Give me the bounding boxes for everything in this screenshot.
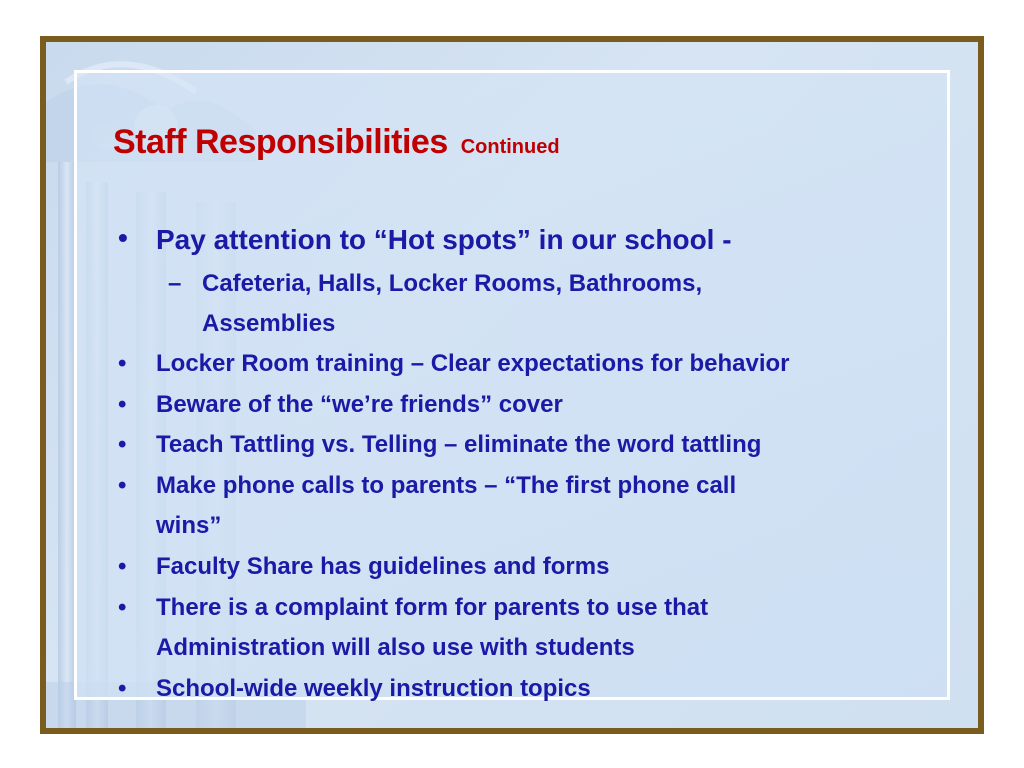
bullet-marker: • xyxy=(118,553,127,580)
sub-bullet-text-line-1: Cafeteria, Halls, Locker Rooms, Bathrooms, xyxy=(202,270,703,297)
bullet-marker: • xyxy=(118,472,127,499)
slide-title-main: Staff Responsibilities xyxy=(113,123,448,161)
slide-title xyxy=(113,122,560,167)
bullet-text: School-wide weekly instruction topics xyxy=(156,675,591,702)
bullet-text: Pay attention to “Hot spots” in our school - xyxy=(156,224,732,255)
bullet-text-line-2: wins” xyxy=(156,512,222,539)
bullet-text: Teach Tattling vs. Telling – eliminate the word tattling xyxy=(156,431,762,458)
sub-bullet-text-line-2: Assemblies xyxy=(202,310,336,337)
bullet-text: Beware of the “we’re friends” cover xyxy=(156,391,563,418)
bullet-text-line-2: Administration will also use with students xyxy=(156,634,635,661)
bullet-marker: • xyxy=(118,431,127,458)
bullet-text-line-1: Make phone calls to parents – “The first phone call xyxy=(156,472,737,499)
bullet-marker: • xyxy=(118,594,127,621)
bullet-marker: • xyxy=(118,350,127,377)
slide-content xyxy=(46,42,984,734)
bullet-marker: • xyxy=(118,222,128,253)
bullet-marker: • xyxy=(118,391,127,418)
bullet-text-line-1: There is a complaint form for parents to use that xyxy=(156,594,709,621)
bullet-text: Locker Room training – Clear expectations for behavior xyxy=(156,350,790,377)
slide-title-suffix: Continued xyxy=(460,136,560,158)
slide-frame xyxy=(40,36,984,734)
bullet-marker: • xyxy=(118,675,127,702)
sub-bullet-marker: – xyxy=(168,270,182,297)
bullet-text: Faculty Share has guidelines and forms xyxy=(156,553,610,580)
